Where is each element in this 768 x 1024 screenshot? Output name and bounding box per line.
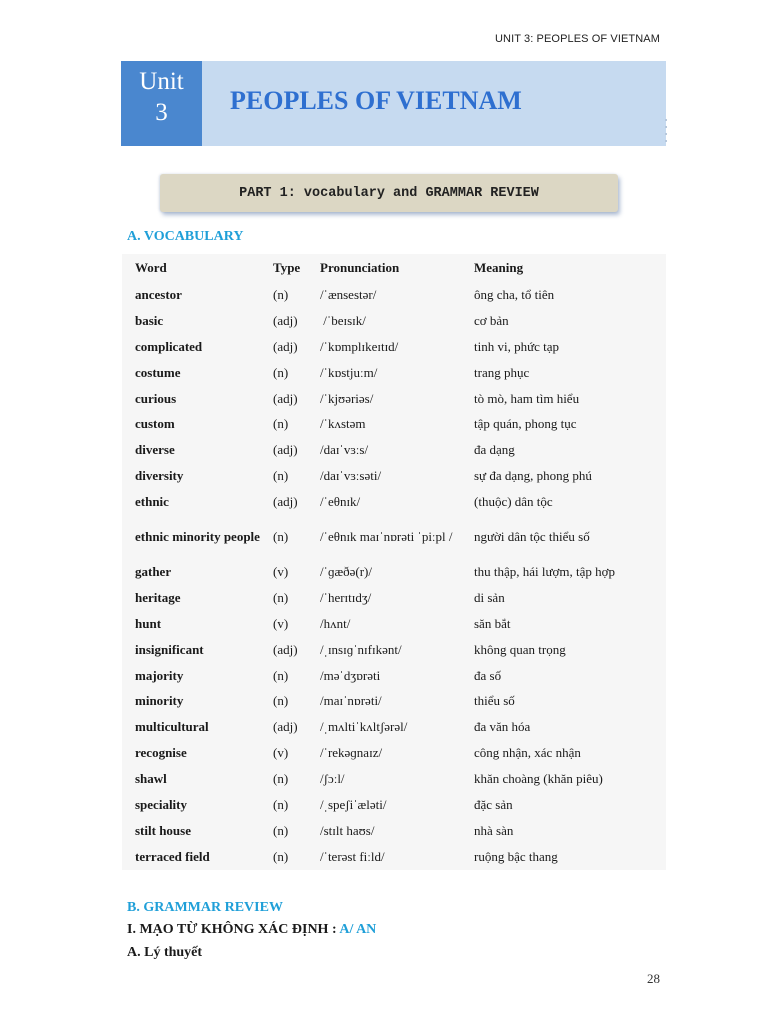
cell-meaning: đa số (474, 667, 502, 683)
cell-type: (v) (273, 615, 289, 631)
cell-pronunciation: /ˌɪnsɪɡˈnɪfɪkənt/ (320, 641, 402, 657)
cell-meaning: thiểu số (474, 693, 515, 709)
table-row (122, 792, 666, 818)
cell-pronunciation: /stɪlt haʊs/ (320, 822, 375, 838)
subheading-text: I. MẠO TỪ KHÔNG XÁC ĐỊNH : (127, 922, 340, 937)
cell-meaning: không quan trọng (474, 641, 566, 657)
table-row (122, 282, 666, 308)
cell-type: (adj) (273, 641, 298, 657)
cell-word: multicultural (135, 719, 209, 735)
cell-word: hunt (135, 615, 162, 631)
cell-type: (v) (273, 563, 289, 579)
table-row (122, 334, 666, 360)
cell-meaning: cơ bản (474, 312, 509, 328)
table-row (122, 766, 666, 792)
table-row (122, 437, 666, 463)
unit-badge (121, 61, 202, 146)
cell-type: (n) (273, 286, 289, 302)
cell-pronunciation: /ˈbeɪsɪk/ (320, 312, 366, 328)
cell-word: ancestor (135, 286, 182, 302)
cell-pronunciation: /ˈɡæðə(r)/ (320, 563, 372, 579)
table-row (122, 463, 666, 489)
table-row (122, 663, 666, 689)
cell-word: heritage (135, 589, 181, 605)
cell-word: stilt house (135, 822, 191, 838)
cell-type: (adj) (273, 442, 298, 458)
cell-word: recognise (135, 745, 187, 761)
table-header-row (122, 254, 666, 282)
cell-type: (n) (273, 468, 289, 484)
cell-meaning: tinh vi, phức tạp (474, 338, 560, 354)
table-row (122, 585, 666, 611)
table-row (122, 714, 666, 740)
cell-pronunciation: /ʃɔːl/ (320, 771, 345, 787)
cell-pronunciation: /ˈeθnɪk/ (320, 494, 361, 510)
cell-type: (n) (273, 416, 289, 432)
cell-word: curious (135, 390, 177, 406)
cell-type: (n) (273, 848, 289, 864)
cell-meaning: ruộng bậc thang (474, 848, 558, 864)
cell-meaning: đa dạng (474, 442, 515, 458)
cell-meaning: nhà sàn (474, 822, 514, 838)
cell-type: (n) (273, 667, 289, 683)
cell-word: diverse (135, 442, 175, 458)
cell-type: (v) (273, 745, 289, 761)
cell-pronunciation: /ˈkɒstjuːm/ (320, 364, 378, 380)
cell-pronunciation: /ˌspeʃiˈæləti/ (320, 796, 387, 812)
cell-word: ethnic (135, 494, 169, 510)
header-word: Word (135, 260, 167, 275)
cell-pronunciation: /məˈdʒɒrəti (320, 667, 381, 683)
cell-pronunciation: /ˈeθnɪk maɪˈnɒrəti ˈpiːpl / (320, 528, 453, 544)
cell-meaning: sự đa dạng, phong phú (474, 468, 592, 484)
cell-word: complicated (135, 338, 203, 354)
cell-meaning: tập quán, phong tục (474, 416, 577, 432)
table-row (122, 611, 666, 637)
cell-pronunciation: /daɪˈvɜːs/ (320, 442, 369, 458)
table-row (122, 489, 666, 515)
unit-banner (121, 61, 666, 146)
cell-word: terraced field (135, 848, 210, 864)
cell-pronunciation: /ˈkjʊəriəs/ (320, 390, 374, 406)
cell-pronunciation: /ˌmʌltiˈkʌltʃərəl/ (320, 719, 408, 735)
cell-word: minority (135, 693, 184, 709)
page-number: 28 (647, 971, 660, 986)
cell-word: speciality (135, 796, 187, 812)
table-row (122, 411, 666, 437)
table-row (122, 844, 666, 870)
cell-pronunciation: /ˈkɒmplɪkeɪtɪd/ (320, 338, 399, 354)
cell-meaning: đa văn hóa (474, 719, 531, 735)
table-row (122, 308, 666, 334)
table-row (122, 688, 666, 714)
cell-type: (n) (273, 693, 289, 709)
cell-meaning: thu thập, hái lượm, tập hợp (474, 563, 616, 579)
cell-pronunciation: /ˈkʌstəm (320, 416, 366, 432)
cell-word: gather (135, 563, 172, 579)
cell-word: costume (135, 364, 181, 380)
unit-title: PEOPLES OF VIETNAM (230, 86, 522, 115)
section-heading-vocabulary: A. VOCABULARY (127, 229, 244, 244)
cell-meaning: săn bắt (474, 615, 511, 631)
table-row (122, 386, 666, 412)
cell-pronunciation: /ˈterəst fiːld/ (320, 848, 385, 864)
cell-pronunciation: /hʌnt/ (320, 615, 351, 631)
cell-word: basic (135, 312, 164, 328)
cell-meaning: trang phục (474, 364, 530, 380)
cell-word: shawl (135, 771, 167, 787)
subheading-indefinite-articles (127, 922, 376, 938)
cell-meaning: công nhận, xác nhận (474, 745, 581, 761)
table-row (122, 818, 666, 844)
table-row (122, 515, 666, 559)
table-row (122, 360, 666, 386)
cell-type: (adj) (273, 719, 298, 735)
part-title-box (160, 174, 618, 212)
part-title: PART 1: vocabulary and GRAMMAR REVIEW (239, 185, 539, 201)
cell-type: (adj) (273, 390, 298, 406)
cell-pronunciation: /daɪˈvɜːsəti/ (320, 468, 382, 484)
cell-meaning: (thuộc) dân tộc (474, 494, 553, 510)
cell-word: ethnic minority people (135, 528, 260, 544)
table-row (122, 559, 666, 585)
cell-meaning: tò mò, ham tìm hiểu (474, 390, 580, 406)
decorative-dots (665, 119, 668, 149)
cell-meaning: ông cha, tổ tiên (474, 286, 555, 302)
cell-word: custom (135, 416, 175, 432)
header-type: Type (273, 260, 301, 275)
cell-word: diversity (135, 468, 184, 484)
table-row (122, 637, 666, 663)
cell-type: (n) (273, 822, 289, 838)
cell-word: majority (135, 667, 184, 683)
cell-pronunciation: /ˈrekəɡnaɪz/ (320, 745, 383, 761)
section-heading-grammar: B. GRAMMAR REVIEW (127, 900, 283, 915)
cell-pronunciation: /ˈænsestər/ (320, 286, 377, 302)
running-header: UNIT 3: PEOPLES OF VIETNAM (495, 33, 660, 45)
cell-meaning: khăn choàng (khăn piêu) (474, 771, 603, 787)
vocabulary-table (122, 254, 666, 870)
cell-type: (n) (273, 528, 289, 544)
cell-pronunciation: /maɪˈnɒrəti/ (320, 693, 382, 709)
cell-type: (n) (273, 771, 289, 787)
cell-type: (n) (273, 796, 289, 812)
cell-type: (adj) (273, 338, 298, 354)
table-row (122, 740, 666, 766)
header-pronunciation: Pronunciation (320, 260, 400, 275)
cell-type: (n) (273, 589, 289, 605)
cell-meaning: di sản (474, 589, 505, 605)
cell-meaning: người dân tộc thiểu số (474, 528, 590, 544)
subheading-theory: A. Lý thuyết (127, 945, 203, 960)
cell-type: (adj) (273, 312, 298, 328)
subheading-accent: A/ AN (339, 922, 377, 937)
cell-type: (adj) (273, 494, 298, 510)
unit-number: 3 (155, 99, 168, 127)
cell-type: (n) (273, 364, 289, 380)
cell-word: insignificant (135, 641, 204, 657)
cell-meaning: đặc sản (474, 796, 513, 812)
unit-label: Unit (139, 68, 184, 95)
vocab-rows (122, 282, 666, 870)
header-meaning: Meaning (474, 260, 524, 275)
cell-pronunciation: /ˈherɪtɪdʒ/ (320, 589, 372, 605)
